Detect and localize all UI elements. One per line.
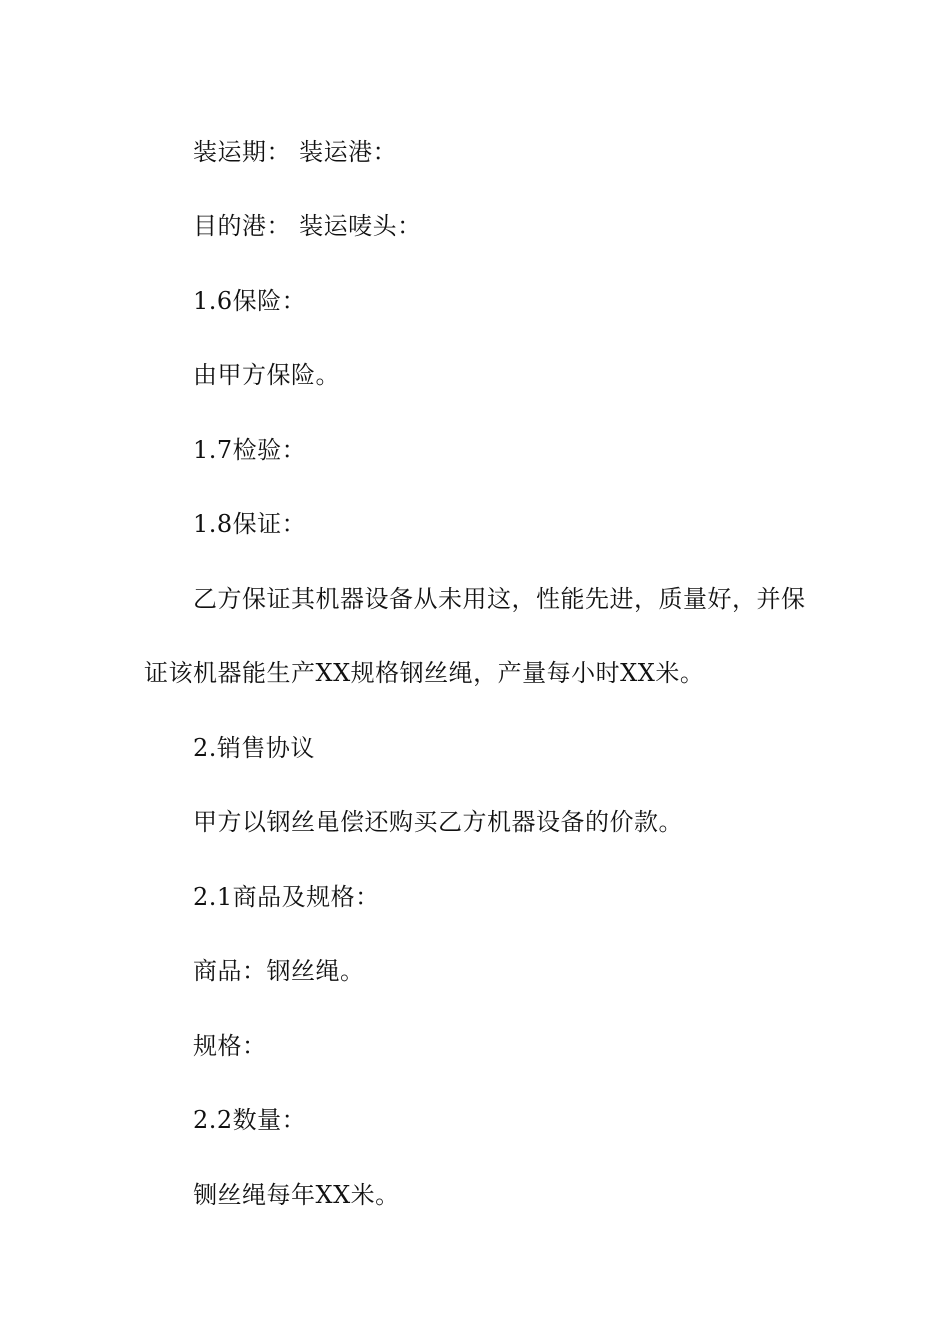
section-2-2-heading: 2.2数量： [193,1106,307,1134]
guarantee-paragraph-line-1: 乙方保证其机器设备从未用这，性能先进，质量好，并保 [193,585,806,613]
section-1-6-heading: 1.6保险： [193,287,307,315]
guarantee-paragraph-line-2: 证该机器能生产XX规格钢丝绳，产量每小时XX米。 [144,659,705,687]
section-1-7-heading: 1.7检验： [193,436,307,464]
insurance-paragraph: 由甲方保险。 [193,361,340,389]
specification-line: 规格： [193,1032,267,1060]
section-1-8-heading: 1.8保证： [193,510,307,538]
destination-and-marks-line: 目的港： 装运唛头： [193,212,422,240]
section-2-heading: 2.销售协议 [193,734,315,762]
quantity-paragraph: 铡丝绳每年XX米。 [193,1181,400,1209]
commodity-line: 商品：钢丝绳。 [193,957,365,985]
shipment-period-and-port-line: 装运期： 装运港： [193,138,398,166]
sales-agreement-paragraph: 甲方以钢丝黾偿还购买乙方机器设备的价款。 [193,808,683,836]
section-2-1-heading: 2.1商品及规格： [193,883,380,911]
